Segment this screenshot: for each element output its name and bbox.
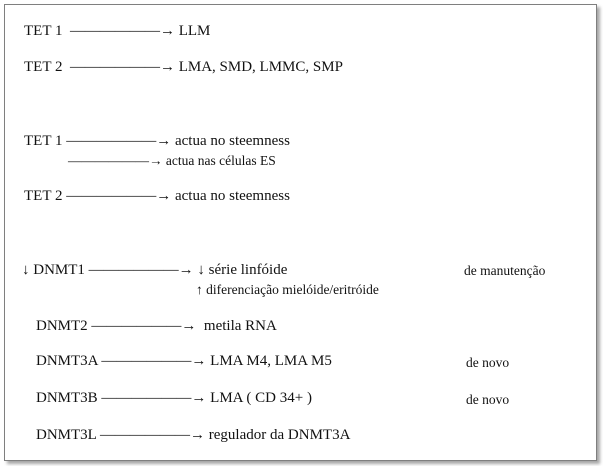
tet2-steemness-line: TET 2 ——————→ actua no steemness <box>24 188 290 204</box>
dnmt1-line: ↓ DNMT1 ——————→ ↓ série linfóide <box>22 262 288 278</box>
tet2-diseases-line: TET 2 ——————→ LMA, SMD, LMMC, SMP <box>24 59 343 75</box>
tet1-es-cells-line: ——————→ actua nas células ES <box>68 153 276 168</box>
dnmt3a-de-novo-label: de novo <box>466 355 510 370</box>
tet1-llm-line: TET 1 ——————→ LLM <box>24 23 211 39</box>
dnmt1-differentiation-line: ↑ diferenciação mielóide/eritróide <box>196 282 379 297</box>
dnmt3b-de-novo-label: de novo <box>466 392 510 407</box>
dnmt3a-line: DNMT3A ——————→ LMA M4, LMA M5 <box>36 353 332 369</box>
dnmt3b-line: DNMT3B ——————→ LMA ( CD 34+ ) <box>36 390 312 406</box>
diagram-frame <box>4 4 597 461</box>
dnmt2-line: DNMT2 ——————→ metila RNA <box>36 318 277 334</box>
tet1-steemness-line: TET 1 ——————→ actua no steemness <box>24 133 290 149</box>
dnmt3l-line: DNMT3L ——————→ regulador da DNMT3A <box>36 427 351 443</box>
dnmt1-maintenance-label: de manutenção <box>464 263 546 278</box>
